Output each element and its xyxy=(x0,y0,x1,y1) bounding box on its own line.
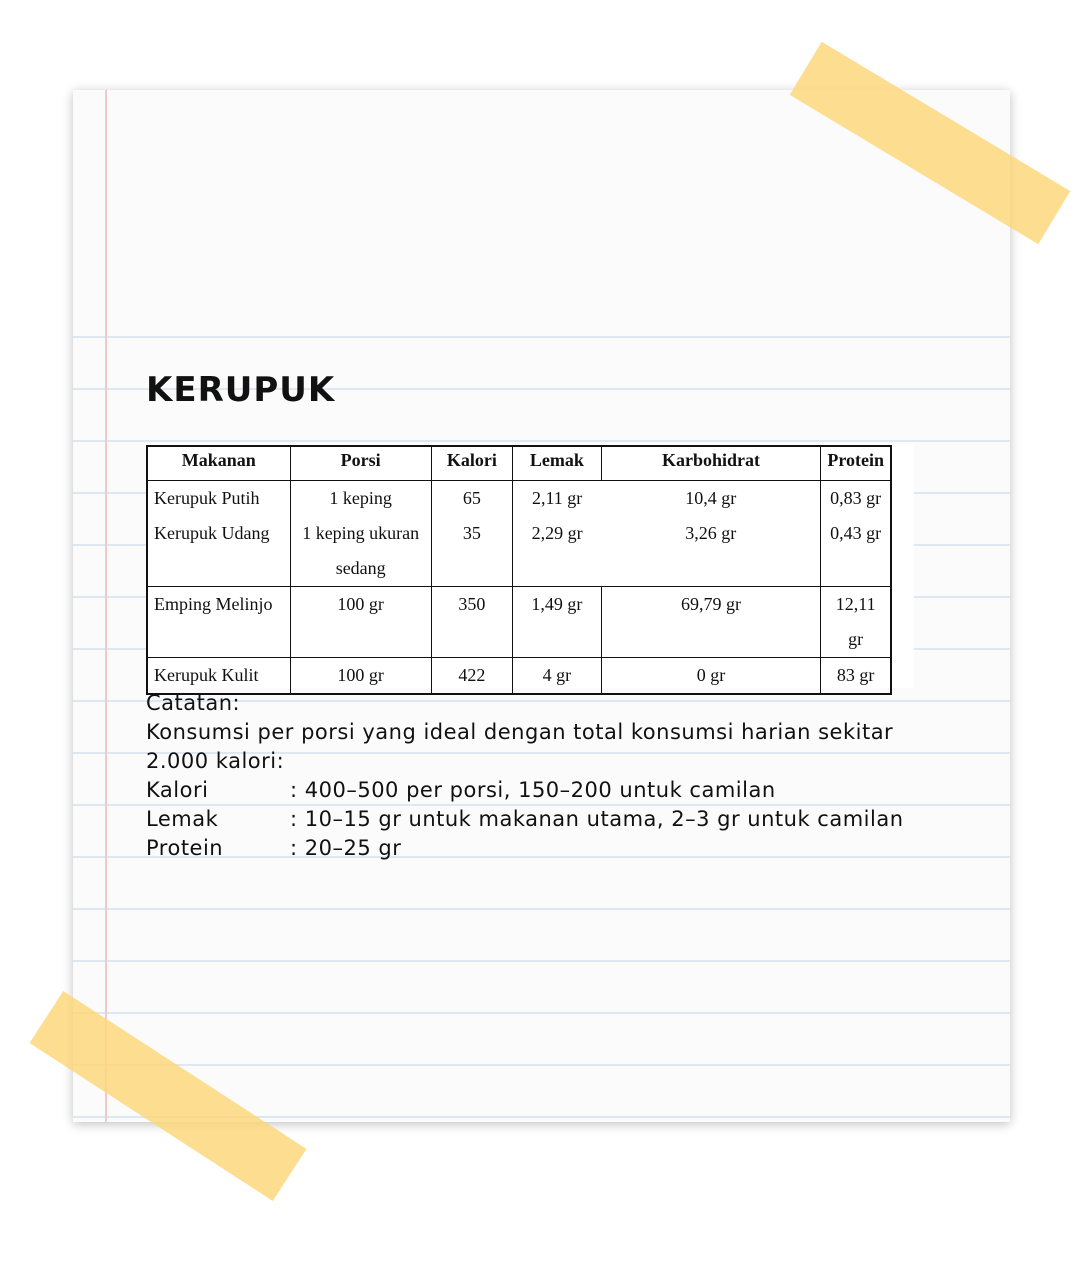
nutrition-table-container xyxy=(146,444,914,688)
notes-item-value: : 10–15 gr untuk makanan utama, 2–3 gr untuk camilan xyxy=(290,807,904,831)
header-karbohidrat: Karbohidrat xyxy=(601,446,821,481)
cell-karbohidrat: 69,79 gr xyxy=(601,587,821,658)
notes-item-kalori xyxy=(146,776,904,805)
notes-item-value: : 20–25 gr xyxy=(290,836,402,860)
notes-section xyxy=(146,689,904,863)
cell-makanan: Emping Melinjo xyxy=(147,587,290,658)
cell-protein: 0,83 gr 0,43 gr xyxy=(821,481,891,587)
cell-makanan: Kerupuk Kulit xyxy=(147,658,290,695)
notes-item-protein xyxy=(146,834,904,863)
header-porsi: Porsi xyxy=(290,446,431,481)
cell-porsi: 100 gr xyxy=(290,587,431,658)
header-kalori: Kalori xyxy=(431,446,512,481)
notes-line-2: 2.000 kalori: xyxy=(146,749,285,773)
notes-item-label: Lemak xyxy=(146,807,219,831)
cell-porsi: 100 gr xyxy=(290,658,431,695)
notes-item-lemak xyxy=(146,805,904,834)
notes-line-1: Konsumsi per porsi yang ideal dengan total konsumsi harian sekitar xyxy=(146,720,894,744)
cell-kalori: 422 xyxy=(431,658,512,695)
cell-karbohidrat: 0 gr xyxy=(601,658,821,695)
cell-kalori: 350 xyxy=(431,587,512,658)
cell-protein: 83 gr xyxy=(821,658,891,695)
notes-item-label: Kalori xyxy=(146,778,209,802)
cell-protein: 12,11 gr xyxy=(821,587,891,658)
cell-lemak: 1,49 gr xyxy=(513,587,602,658)
notes-heading: Catatan: xyxy=(146,691,241,715)
cell-kalori: 65 35 xyxy=(431,481,512,587)
table-row xyxy=(147,587,891,658)
cell-lemak: 4 gr xyxy=(513,658,602,695)
cell-porsi: 1 keping 1 keping ukuran sedang xyxy=(290,481,431,587)
table-header-row xyxy=(147,446,891,481)
notes-item-value: : 400–500 per porsi, 150–200 untuk camilan xyxy=(290,778,776,802)
margin-line xyxy=(105,90,107,1122)
page-title: KERUPUK xyxy=(146,370,336,410)
cell-karbohidrat: 10,4 gr 3,26 gr xyxy=(601,481,821,587)
cell-makanan: Kerupuk Putih Kerupuk Udang xyxy=(147,481,290,587)
header-lemak: Lemak xyxy=(513,446,602,481)
nutrition-table xyxy=(146,445,892,695)
cell-lemak: 2,11 gr 2,29 gr xyxy=(513,481,602,587)
header-makanan: Makanan xyxy=(147,446,290,481)
header-protein: Protein xyxy=(821,446,891,481)
table-row xyxy=(147,481,891,587)
notes-item-label: Protein xyxy=(146,836,224,860)
